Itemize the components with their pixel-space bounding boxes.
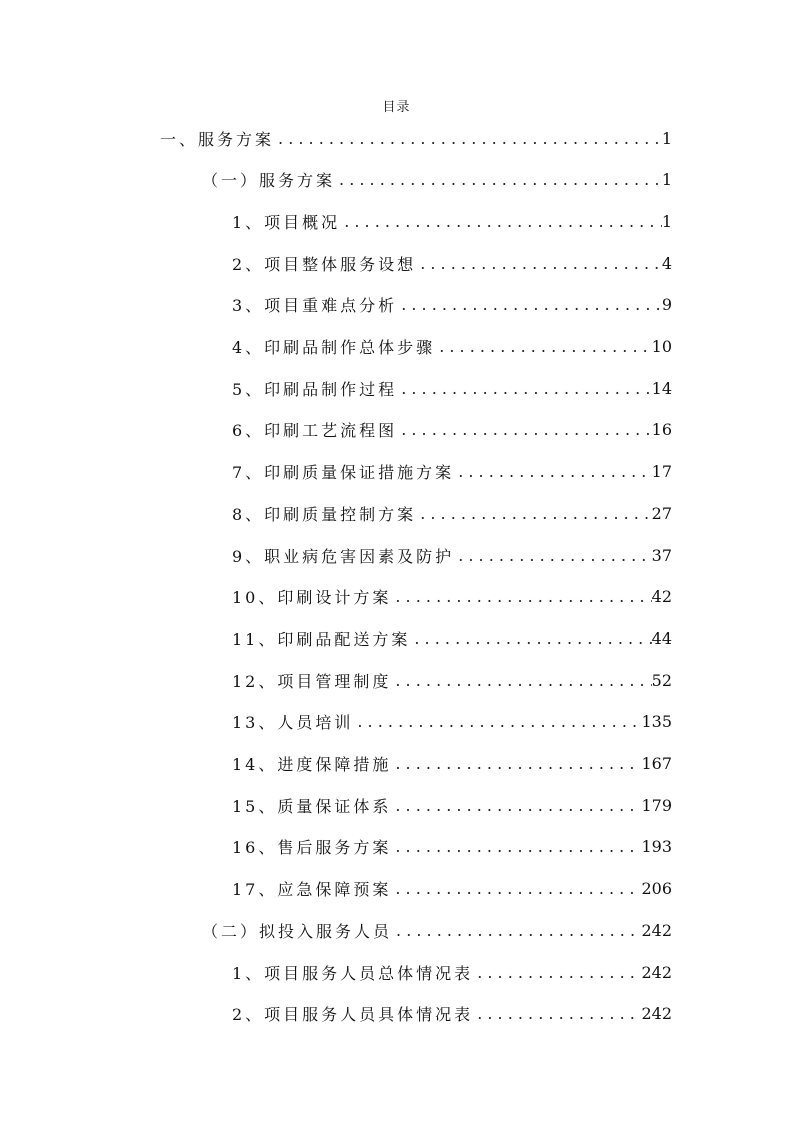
toc-entry-page-number: 1 [661, 128, 672, 148]
toc-entry-label: 5、印刷品制作过程 [232, 379, 398, 399]
toc-entry-label: 10、印刷设计方案 [232, 588, 392, 608]
toc-entry-label: 3、项目重难点分析 [232, 296, 398, 316]
toc-entry-page-number: 167 [641, 754, 672, 773]
toc-entry-label: 16、售后服务方案 [232, 838, 392, 858]
toc-entry-page-number: 242 [641, 1004, 672, 1024]
toc-entry-label: 8、印刷质量控制方案 [232, 504, 417, 524]
toc-leader-dots [391, 837, 641, 856]
toc-entry[interactable] [232, 994, 672, 1034]
toc-leader-dots [391, 587, 651, 606]
toc-entry-label: 2、项目服务人员具体情况表 [232, 1005, 474, 1025]
toc-entry-page-number: 42 [651, 587, 672, 607]
toc-entry-page-number: 206 [641, 879, 672, 899]
toc-entry-page-number: 27 [651, 503, 672, 523]
toc-entry-label: 一、服务方案 [160, 129, 275, 149]
toc-entry-page-number: 1 [661, 170, 672, 190]
toc-entry[interactable] [232, 410, 672, 450]
toc-entry-label: 13、人员培训 [232, 713, 354, 733]
toc-entry-page-number: 4 [661, 253, 672, 273]
toc-entry[interactable] [232, 368, 672, 408]
toc-entry-page-number: 9 [661, 295, 672, 315]
toc-entry-page-number: 44 [651, 628, 672, 648]
toc-entry-label: 2、项目整体服务设想 [232, 254, 417, 274]
toc-entry-label: 17、应急保障预案 [232, 880, 392, 900]
toc-leader-dots [335, 170, 662, 189]
toc-entry[interactable] [232, 285, 672, 325]
toc-entry-page-number: 37 [651, 545, 672, 565]
toc-leader-dots [391, 754, 641, 773]
toc-entry-page-number: 193 [641, 837, 672, 857]
toc-entry-page-number: 14 [651, 378, 672, 398]
toc-entry-page-number: 10 [651, 337, 672, 356]
toc-leader-dots [397, 295, 662, 314]
toc-entry-label: 12、项目管理制度 [232, 671, 392, 691]
toc-entry-page-number: 17 [651, 462, 672, 482]
toc-entry-page-number: 242 [641, 962, 672, 982]
toc-leader-dots [392, 921, 641, 940]
toc-entry-label: 15、质量保证体系 [232, 796, 392, 816]
toc-entry[interactable] [232, 618, 672, 658]
toc-entry-label: 11、印刷品配送方案 [232, 629, 411, 649]
toc-entry-label: （二）拟投入服务人员 [202, 921, 393, 941]
toc-leader-dots [416, 504, 651, 523]
toc-entry[interactable] [160, 118, 672, 158]
toc-leader-dots [397, 420, 651, 439]
toc-leader-dots [473, 1004, 641, 1023]
toc-entry[interactable] [232, 785, 672, 825]
toc-entry-page-number: 135 [641, 712, 672, 732]
toc-leader-dots [391, 796, 641, 815]
toc-entry-label: 1、项目概况 [232, 212, 341, 232]
toc-leader-dots [454, 546, 651, 565]
toc-entry-label: 9、职业病危害因素及防护 [232, 546, 455, 566]
toc-entry[interactable] [202, 910, 672, 950]
toc-leader-dots [454, 462, 651, 481]
toc-leader-dots [473, 963, 641, 982]
toc-leader-dots [397, 379, 651, 398]
toc-leader-dots [391, 879, 641, 898]
toc-entry-label: 6、印刷工艺流程图 [232, 421, 398, 441]
toc-entry-label: 1、项目服务人员总体情况表 [232, 963, 474, 983]
toc-entry[interactable] [232, 702, 672, 742]
toc-entry[interactable] [232, 327, 672, 367]
toc-entry-page-number: 242 [641, 920, 672, 940]
toc-leader-dots [274, 129, 662, 148]
toc-entry[interactable] [232, 243, 672, 283]
toc-leader-dots [416, 254, 662, 273]
toc-title: 目录 [382, 100, 411, 115]
toc-leader-dots [435, 337, 651, 356]
toc-entry[interactable] [202, 160, 672, 200]
toc-entry-page-number: 52 [651, 670, 672, 690]
toc-entry[interactable] [232, 535, 672, 575]
toc-entry[interactable] [232, 660, 672, 700]
toc-entry-label: 14、进度保障措施 [232, 755, 392, 774]
toc-entry-page-number: 16 [651, 420, 672, 440]
toc-entry-label: 4、印刷品制作总体步骤 [232, 338, 436, 357]
toc-entry-page-number: 1 [661, 211, 672, 231]
toc-entry[interactable] [232, 952, 672, 992]
toc-entry[interactable] [232, 493, 672, 533]
toc-leader-dots [353, 712, 641, 731]
toc-entry-label: 7、印刷质量保证措施方案 [232, 463, 455, 483]
toc-entry[interactable] [232, 827, 672, 867]
toc-entry[interactable] [232, 452, 672, 492]
toc-entry[interactable] [232, 201, 672, 241]
toc-leader-dots [340, 212, 662, 231]
toc-leader-dots [391, 671, 651, 690]
toc-entry[interactable] [232, 577, 672, 617]
toc-entry-label: （一）服务方案 [202, 171, 336, 191]
toc-entry-page-number: 179 [641, 795, 672, 815]
toc-leader-dots [410, 629, 651, 648]
toc-entry[interactable] [232, 869, 672, 909]
toc-entry[interactable] [232, 744, 672, 784]
